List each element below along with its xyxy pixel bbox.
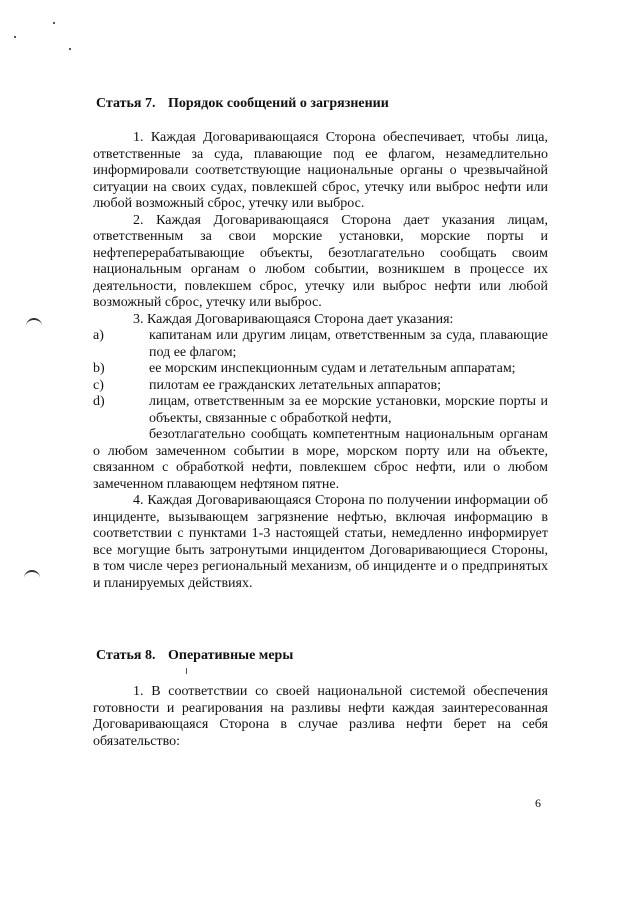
article7-heading [96, 96, 389, 112]
list-marker: b) [93, 361, 105, 376]
list-marker: a) [93, 328, 104, 343]
article8-heading [96, 648, 293, 664]
list-item [93, 328, 548, 361]
list-item-text: пилотам ее гражданских летательных аппаратов; [149, 377, 441, 393]
list-item [93, 394, 548, 427]
article7-title: Порядок сообщений о загрязнении [168, 96, 389, 111]
list-item [93, 378, 548, 395]
article7-body [93, 130, 548, 592]
list-marker: c) [93, 377, 104, 393]
article7-paragraph-3-tail: безотлагательно сообщать компетентным национальным органам о любом замеченном событии в море, морском порту или на объекте, связанном с обработкой нефти, повлекшем сброс нефти, или о любом замеченном плавающем нефтяном пятне. [93, 427, 548, 492]
article7-number: Статья 7. [96, 96, 156, 111]
scan-tick [186, 668, 187, 674]
page-number: 6 [535, 796, 541, 810]
scan-speck [53, 22, 55, 24]
list-marker: d) [93, 394, 105, 409]
article7-paragraph-4: 4. Каждая Договаривающаяся Сторона по получении информации об инциденте, вызывающем загрязнение нефтью, включая информацию в соответствии с пунктами 1-3 настоящей статьи, немедленно информирует все могущие быть затронутыми инцидентом Договаривающиеся Стороны, в том числе через региональный механизм, об инциденте и о предпринятых и планируемых действиях. [93, 493, 548, 591]
article7-list-tail [93, 427, 548, 493]
article8-body [93, 684, 548, 750]
article7-paragraph-3: 3. Каждая Договаривающаяся Сторона дает указания: [133, 311, 454, 327]
article8-paragraph-1: 1. В соответствии со своей национальной системой обеспечения готовности и реагирования на разливы нефти каждая заинтересованная Договаривающаяся Сторона в случае разлива нефти берет на себя обязательство: [93, 684, 548, 749]
article7-paragraph-2: 2. Каждая Договаривающаяся Сторона дает указания лицам, ответственным за свои морские установки, морские порты и нефтеперерабатывающие объекты, безотлагательно сообщать своим национальным органам о любом событии, возникшем в процессе их деятельности, повлекшем сброс, утечку или выброс нефти или любой возможный сброс, утечку или выброс. [93, 212, 548, 310]
article8-number: Статья 8. [96, 648, 156, 663]
article7-list [93, 328, 548, 427]
punch-mark [24, 570, 40, 580]
article8-title: Оперативные меры [168, 648, 294, 663]
article7-paragraph-1: 1. Каждая Договаривающаяся Сторона обеспечивает, чтобы лица, ответственные за суда, плавающие под ее флагом, незамедлительно информировали соответствующие национальные органы о чрезвычайной ситуации на своих судах, повлекшей сброс, утечку или выброс нефти или любой возможный сброс, утечку или выброс. [93, 130, 548, 211]
list-item-text: ее морским инспекционным судам и летательным аппаратам; [149, 361, 516, 376]
list-item-text: капитанам или другим лицам, ответственным за суда, плавающие под ее флагом; [149, 328, 548, 360]
scan-speck [69, 48, 71, 50]
list-item [93, 361, 548, 378]
scan-speck [14, 36, 16, 38]
list-item-text: лицам, ответственным за ее морские установки, морские порты и объекты, связанные с обработкой нефти, [149, 394, 548, 426]
punch-mark [26, 318, 42, 328]
